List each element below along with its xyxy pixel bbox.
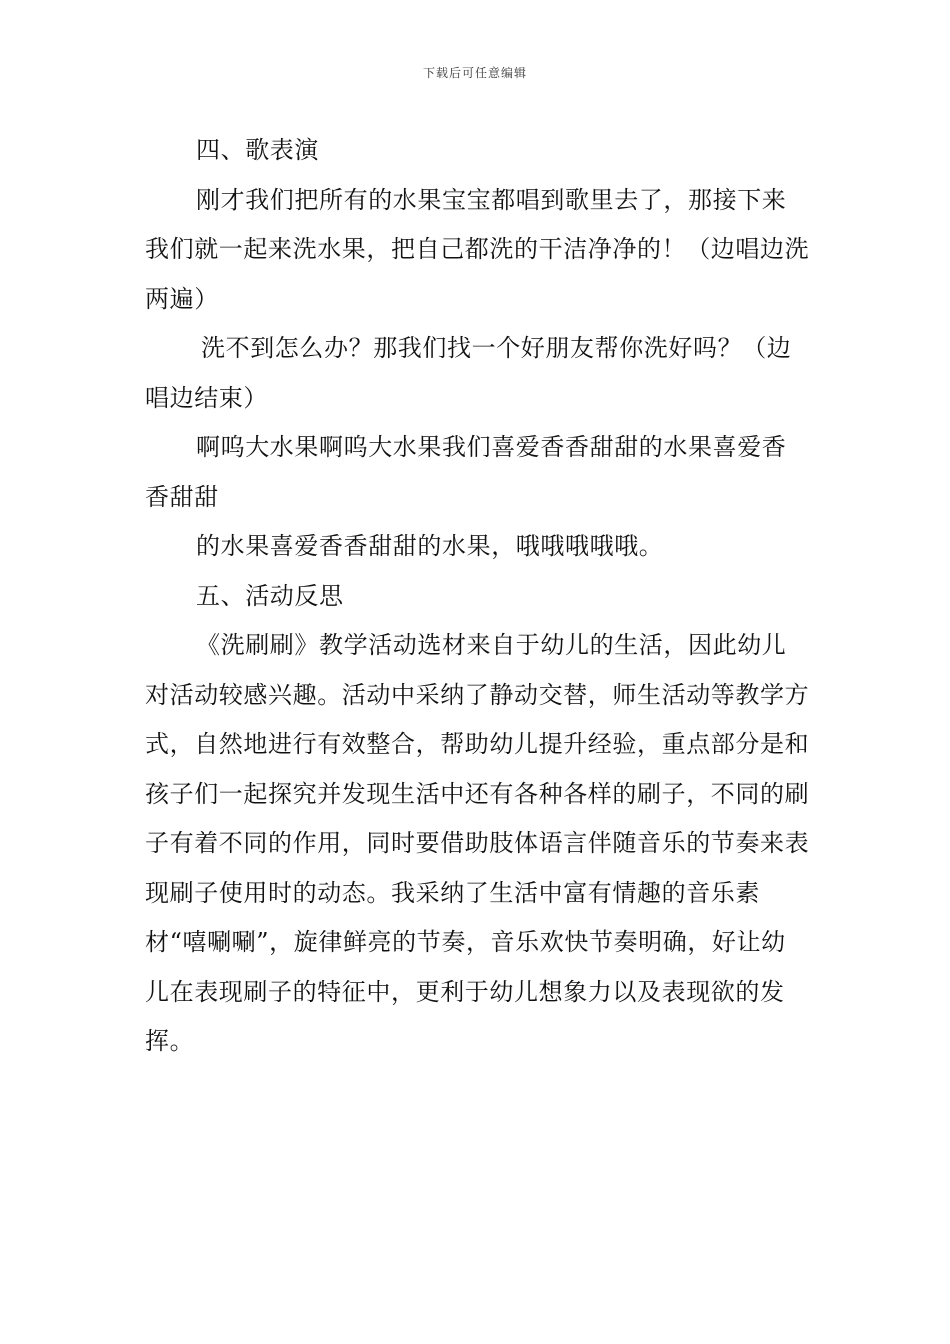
section-heading-reflection: 五、活动反思 [196,581,344,610]
document-body [145,126,810,1067]
paragraph-find-friend: 洗不到怎么办？那我们找一个好朋友帮你洗好吗？（边唱边结束） [145,334,792,412]
section-heading-song-performance: 四、歌表演 [196,136,319,164]
paragraph-wash-fruit: 刚才我们把所有的水果宝宝都唱到歌里去了，那接下来我们就一起来洗水果，把自己都洗的干洁净净的！（边唱边洗两遍） [145,185,810,313]
page-header-note: 下载后可任意编辑 [422,66,527,80]
lyrics-line-2: 的水果喜爱香香甜甜的水果，哦哦哦哦哦。 [196,532,664,560]
paragraph-reflection: 《洗刷刷》教学活动选材来自于幼儿的生活，因此幼儿对活动较感兴趣。活动中采纳了静动交替，师生活动等教学方式，自然地进行有效整合，帮助幼儿提升经验，重点部分是和孩子们一起探究并发现生活中还有各种各样的刷子，不同的刷子有着不同的作用，同时要借助肢体语言伴随音乐的节奏来表现刷子使用时的动态。我采纳了生活中富有情趣的音乐素材“嘻唰唰”，旋律鲜亮的节奏，音乐欢快节奏明确，好让幼儿在表现刷子的特征中，更利于幼儿想象力以及表现欲的发挥。 [145,631,810,1055]
lyrics-line-1: 啊呜大水果啊呜大水果我们喜爱香香甜甜的水果喜爱香香甜甜 [145,433,787,511]
